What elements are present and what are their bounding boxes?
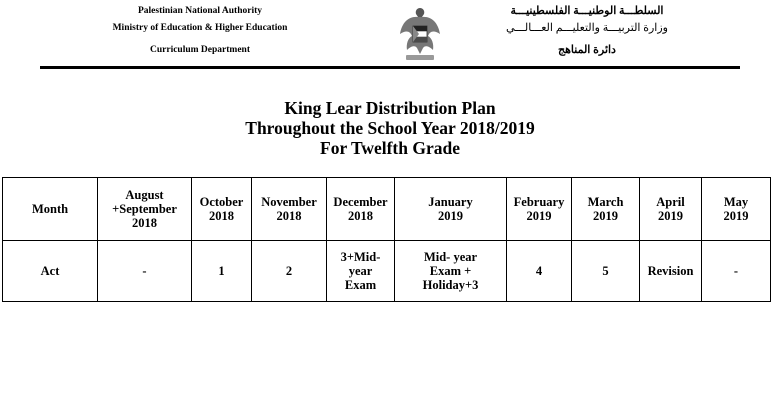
header-cell-march: March 2019 [572, 178, 640, 241]
authority-name: Palestinian National Authority [137, 6, 263, 16]
cell-march: 5 [572, 241, 640, 302]
title-line-2: Throughout the School Year 2018/2019 [245, 118, 535, 138]
header-cell-month: Month [3, 178, 98, 241]
header-cell-october: October 2018 [192, 178, 252, 241]
title-line-3: For Twelfth Grade [320, 138, 460, 158]
palestinian-eagle-emblem-icon [398, 4, 442, 62]
header-cell-january: January 2019 [395, 178, 507, 241]
cell-may: - [702, 241, 771, 302]
authority-name-arabic: السلطـــة الوطنيـــة الفلسطينيـــة [510, 5, 664, 17]
cell-april: Revision [640, 241, 702, 302]
header-cell-february: February 2019 [507, 178, 572, 241]
cell-january: Mid- year Exam + Holiday+3 [395, 241, 507, 302]
header-cell-november: November 2018 [252, 178, 327, 241]
ministry-name-arabic: وزارة التربيـــة والتعليـــم العـــالـــي [506, 21, 668, 34]
cell-february: 4 [507, 241, 572, 302]
title-line-1: King Lear Distribution Plan [284, 98, 496, 118]
table-row [3, 241, 771, 302]
header-divider [40, 66, 740, 69]
cell-december: 3+Mid- year Exam [327, 241, 395, 302]
header-cell-december: December 2018 [327, 178, 395, 241]
table-header-row [3, 178, 771, 241]
header-cell-may: May 2019 [702, 178, 771, 241]
header-cell-aug-sep: August +September 2018 [98, 178, 192, 241]
header-left-block [95, 5, 305, 57]
distribution-plan-table [2, 177, 771, 302]
document-title [0, 98, 780, 158]
row-label-act: Act [3, 241, 98, 302]
cell-november: 2 [252, 241, 327, 302]
department-name-arabic: دائرة المناهج [558, 44, 616, 56]
header-right-block [482, 3, 692, 59]
header-cell-april: April 2019 [640, 178, 702, 241]
cell-aug-sep: - [98, 241, 192, 302]
ministry-name: Ministry of Education & Higher Education [112, 22, 288, 33]
cell-october: 1 [192, 241, 252, 302]
department-name: Curriculum Department [150, 44, 250, 55]
